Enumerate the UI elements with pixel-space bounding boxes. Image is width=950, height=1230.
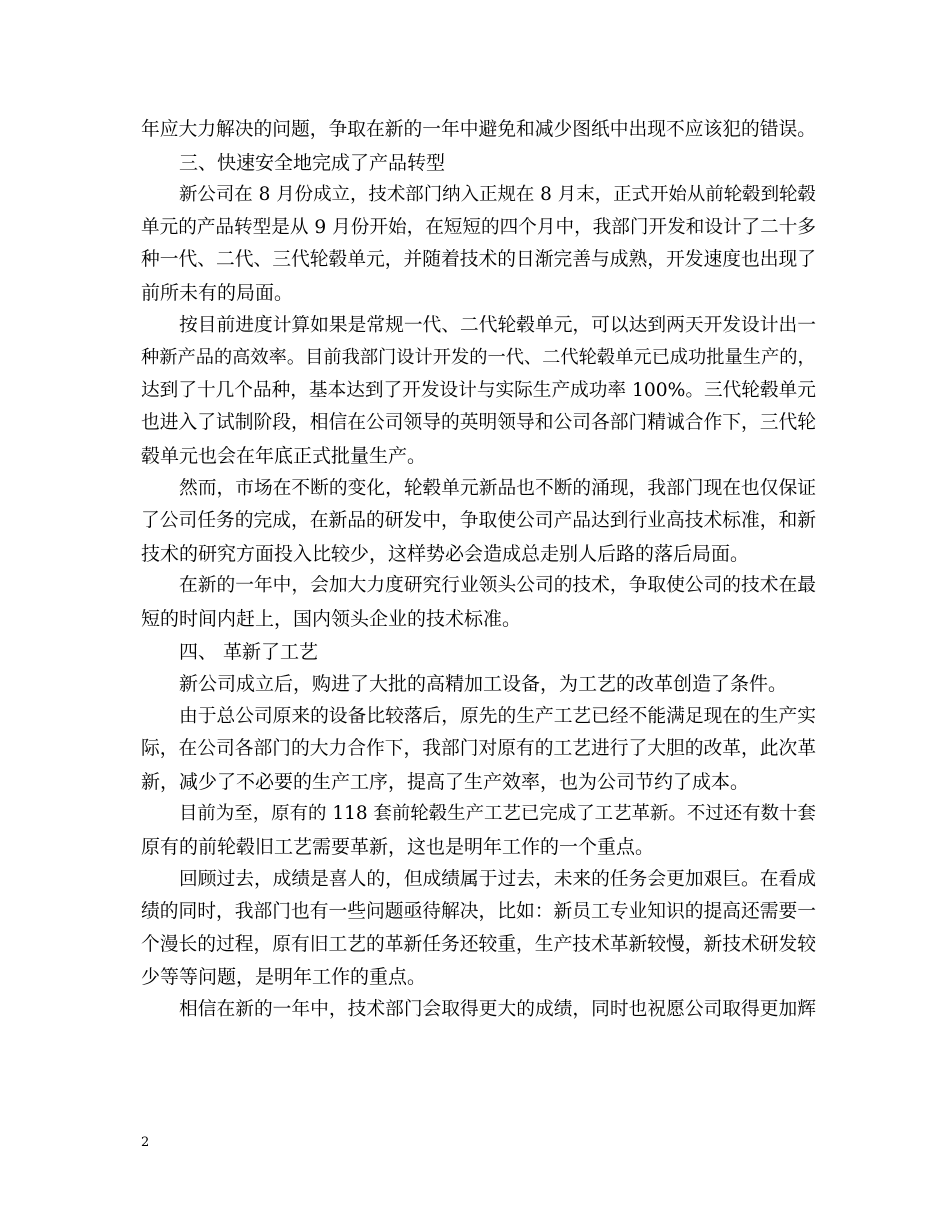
text-line: 种新产品的高效率。目前我部门设计开发的一代、二代轮毂单元已成功批量生产的，: [141, 347, 816, 369]
text-line: 三、快速安全地完成了产品转型: [179, 151, 446, 174]
page-number: 2: [141, 1135, 150, 1150]
text-line: 也进入了试制阶段，相信在公司领导的英明领导和公司各部门精诚合作下，三代轮: [141, 412, 816, 434]
document-body: [141, 114, 816, 1027]
text-line: 新公司成立后，购进了大批的高精加工设备，为工艺的改革创造了条件。: [179, 673, 788, 696]
text-line: 目前为至，原有的 118 套前轮毂生产工艺已完成了工艺革新。不过还有数十套: [179, 803, 816, 825]
text-line: 相信在新的一年中，技术部门会取得更大的成绩，同时也祝愿公司取得更加辉: [179, 999, 816, 1021]
text-line: 际，在公司各部门的大力合作下，我部门对原有的工艺进行了大胆的改革，此次革: [141, 738, 816, 760]
text-line: 新，减少了不必要的生产工序，提高了生产效率，也为公司节约了成本。: [141, 770, 750, 793]
text-line: 种一代、二代、三代轮毂单元，并随着技术的日渐完善与成熟，开发速度也出现了: [141, 249, 816, 271]
text-line: 年应大力解决的问题，争取在新的一年中避免和减少图纸中出现不应该犯的错误。: [141, 119, 816, 140]
text-line: 短的时间内赶上，国内领头企业的技术标准。: [141, 607, 522, 630]
text-line: 原有的前轮毂旧工艺需要革新，这也是明年工作的一个重点。: [141, 836, 655, 859]
text-line: 了公司任务的完成，在新品的研发中，争取使公司产品达到行业高技术标准，和新: [141, 510, 816, 532]
text-line: 技术的研究方面投入比较少，这样势必会造成总走别人后路的落后局面。: [141, 542, 750, 565]
text-line: 前所未有的局面。: [141, 281, 294, 304]
text-line: 回顾过去，成绩是喜人的，但成绩属于过去，未来的任务会更加艰巨。在看成: [179, 868, 816, 890]
text-line: 按目前进度计算如果是常规一代、二代轮毂单元，可以达到两天开发设计出一: [179, 314, 816, 336]
text-line: 然而，市场在不断的变化，轮毂单元新品也不断的涌现，我部门现在也仅保证: [179, 477, 816, 499]
text-line: 在新的一年中，会加大力度研究行业领头公司的技术，争取使公司的技术在最: [179, 575, 816, 597]
text-line: 少等等问题，是明年工作的重点。: [141, 966, 427, 989]
text-line: 由于总公司原来的设备比较落后，原先的生产工艺已经不能满足现在的生产实: [179, 705, 816, 727]
text-line: 新公司在 8 月份成立，技术部门纳入正规在 8 月末，正式开始从前轮毂到轮毂: [179, 184, 816, 206]
text-line: 毂单元也会在年底正式批量生产。: [141, 444, 427, 467]
text-line: 单元的产品转型是从 9 月份开始，在短短的四个月中，我部门开发和设计了二十多: [141, 216, 816, 238]
text-line: 个漫长的过程，原有旧工艺的革新任务还较重，生产技术革新较慢，新技术研发较: [141, 933, 816, 955]
text-line: 达到了十几个品种，基本达到了开发设计与实际生产成功率 100%。三代轮毂单元: [141, 379, 816, 401]
text-line: 绩的同时，我部门也有一些问题亟待解决，比如：新员工专业知识的提高还需要一: [141, 901, 816, 923]
text-line: 四、 革新了工艺: [179, 640, 319, 663]
